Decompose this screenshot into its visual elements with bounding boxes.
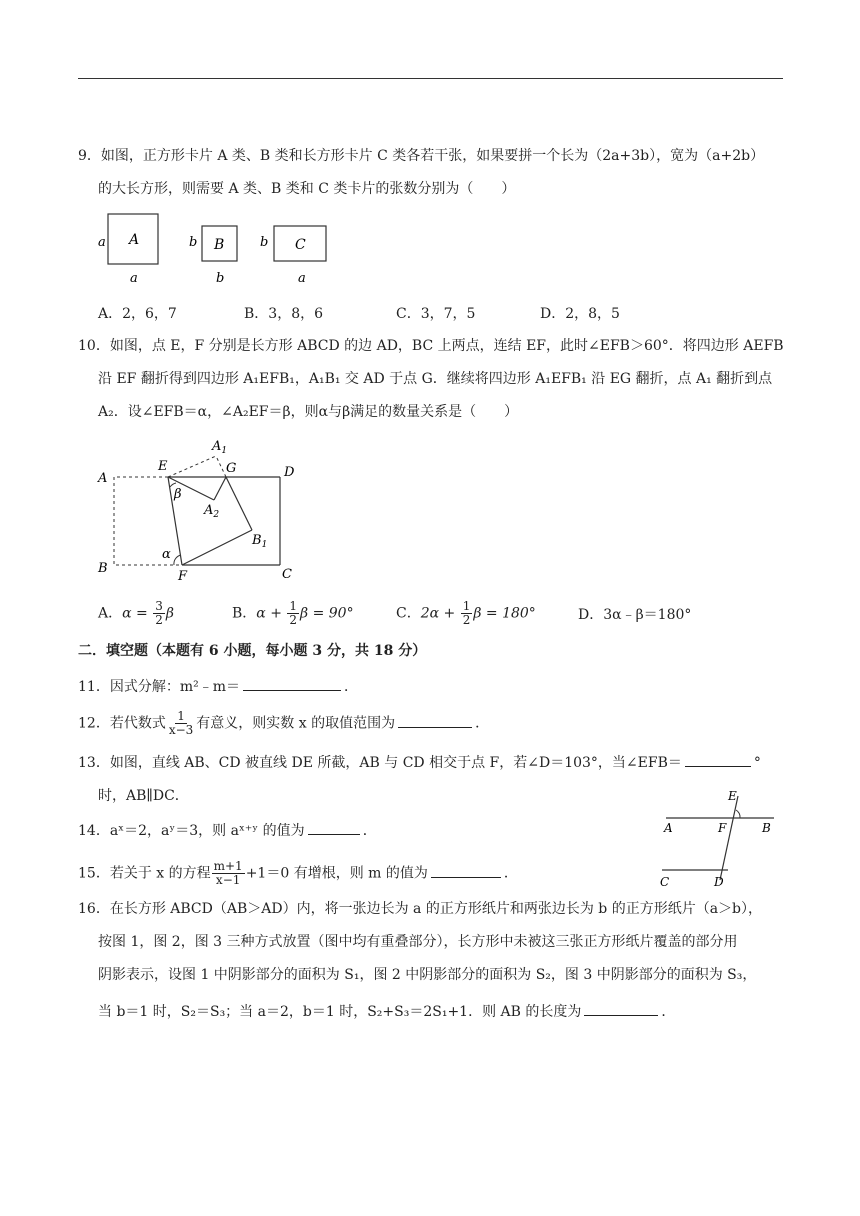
q9-figure [94, 206, 334, 288]
q10-option-b: B．α + $\frac{1}{2}$ β = 90° [232, 599, 354, 627]
q13-label-D: D [714, 875, 724, 889]
section-2-heading: 二．填空题（本题有 6 小题，每小题 3 分，共 18 分） [78, 643, 427, 659]
q12-text: 12．若代数式 $\frac{1}{x-3}$ 有意义，则实数 x 的取值范围为 ． [78, 709, 490, 737]
q9-label-a-bottom: a [130, 271, 138, 286]
q10-dashed-ab [114, 477, 182, 565]
q10-line-a2g [214, 477, 226, 500]
q9-option-b: B．3，8，6 [244, 306, 324, 322]
q10-line-b1g [226, 477, 252, 530]
q11-text: 11．因式分解：m²﹣m＝ ． [78, 676, 358, 697]
q10-option-c: C．2α + $\frac{1}{2}$ β = 180° [396, 599, 536, 627]
q9-label-b-bottom: b [216, 271, 225, 286]
q9-label-B: B [214, 237, 225, 253]
q10-line-fb1 [182, 530, 252, 565]
q16-text-line1: 16．在长方形 ABCD（AB＞AD）内，将一张边长为 a 的正方形纸片和两张边长为 b 的正方形纸片（a＞b）， [78, 901, 763, 917]
q10-label-B1: $B_1$ [252, 533, 268, 550]
q16-text-line2: 按图 1，图 2，图 3 三种方式放置（图中均有重叠部分），长方形中未被这三张正方形纸片覆盖的部分用 [98, 934, 738, 950]
header-rule [78, 78, 783, 79]
q13-arc-efb [736, 810, 740, 818]
q14-text: 14．aˣ＝2，aʸ＝3，则 aˣ⁺ʸ 的值为 ． [78, 820, 377, 841]
q14-answer-blank [308, 820, 360, 835]
q10-label-beta: β [174, 487, 182, 502]
q10-label-A1: $A_1$ [212, 439, 228, 456]
q13-label-C: C [660, 875, 670, 889]
q15-answer-blank [431, 863, 501, 878]
q9-label-b-side: b [189, 235, 198, 250]
q10-line-ea1 [168, 456, 216, 477]
q16-text-line3: 阴影表示，设图 1 中阴影部分的面积为 S₁，图 2 中阴影部分的面积为 S₂，图 3 中阴影部分的面积为 S₃， [98, 967, 757, 983]
q13-answer-blank [685, 752, 751, 767]
q10-text-line2: 沿 EF 翻折得到四边形 A₁EFB₁，A₁B₁ 交 AD 于点 G．继续将四边形 A₁EFB₁ 沿 EG 翻折，点 A₁ 翻折到点 [98, 371, 773, 387]
q10-arc-alpha [174, 555, 181, 565]
q10-label-C: C [282, 567, 292, 582]
q12-answer-blank [398, 713, 472, 728]
q16-answer-blank [584, 1001, 658, 1016]
q10-option-a: A．α = $\frac{3}{2}$ β [98, 599, 174, 627]
q13-text-line1: 13．如图，直线 AB、CD 被直线 DE 所截，AB 与 CD 相交于点 F，若∠D＝103°，当∠EFB＝ ° [78, 752, 761, 773]
q9-option-d: D．2，8，5 [540, 306, 620, 322]
q10-figure [94, 432, 314, 588]
q10-label-E: E [158, 459, 168, 474]
q13-text-line2: 时，AB∥DC． [98, 788, 189, 804]
q9-label-a-side: a [98, 235, 106, 250]
q13-line-de [720, 796, 738, 880]
q13-figure [656, 788, 786, 894]
q15-text: 15．若关于 x 的方程 $\frac{m+1}{x-1}$ +1＝0 有增根，则 m 的值为 ． [78, 859, 518, 887]
q13-label-B: B [762, 821, 771, 835]
q9-option-a: A．2，6，7 [98, 306, 177, 322]
q9-label-a-bottom2: a [298, 271, 306, 286]
q16-text-line4: 当 b＝1 时，S₂＝S₃；当 a＝2，b＝1 时，S₂+S₃＝2S₁+1．则 AB 的长度为 ． [98, 1001, 675, 1022]
q10-label-G: G [226, 461, 237, 476]
q10-text-line3: A₂．设∠EFB＝α，∠A₂EF＝β，则α与β满足的数量关系是（ ） [98, 404, 519, 420]
q11-answer-blank [243, 676, 341, 691]
q10-line-ga1 [216, 456, 226, 477]
q13-label-F: F [718, 821, 727, 835]
q10-text-line1: 10．如图，点 E，F 分别是长方形 ABCD 的边 AD，BC 上两点，连结 EF，此时∠EFB＞60°．将四边形 AEFB [78, 338, 784, 354]
q10-label-B: B [98, 561, 108, 576]
q9-text-line2: 的大长方形，则需要 A 类、B 类和 C 类卡片的张数分别为（ ） [98, 181, 516, 197]
q9-text-line1: 9．如图，正方形卡片 A 类、B 类和长方形卡片 C 类各若干张，如果要拼一个长为（2a+3b），宽为（a+2b） [78, 148, 765, 164]
q9-label-A: A [129, 232, 140, 248]
q10-option-d: D．3α﹣β＝180° [578, 607, 692, 623]
q10-label-F: F [178, 569, 188, 584]
q9-label-b-side2: b [260, 235, 269, 250]
q13-label-A: A [664, 821, 673, 835]
q9-label-C: C [295, 237, 306, 253]
q10-label-D: D [284, 465, 295, 480]
q10-label-A: A [98, 471, 108, 486]
q9-option-c: C．3，7，5 [396, 306, 476, 322]
q10-label-A2: $A_2$ [204, 503, 220, 520]
q10-label-alpha: α [162, 547, 171, 562]
q13-label-E: E [728, 789, 737, 803]
